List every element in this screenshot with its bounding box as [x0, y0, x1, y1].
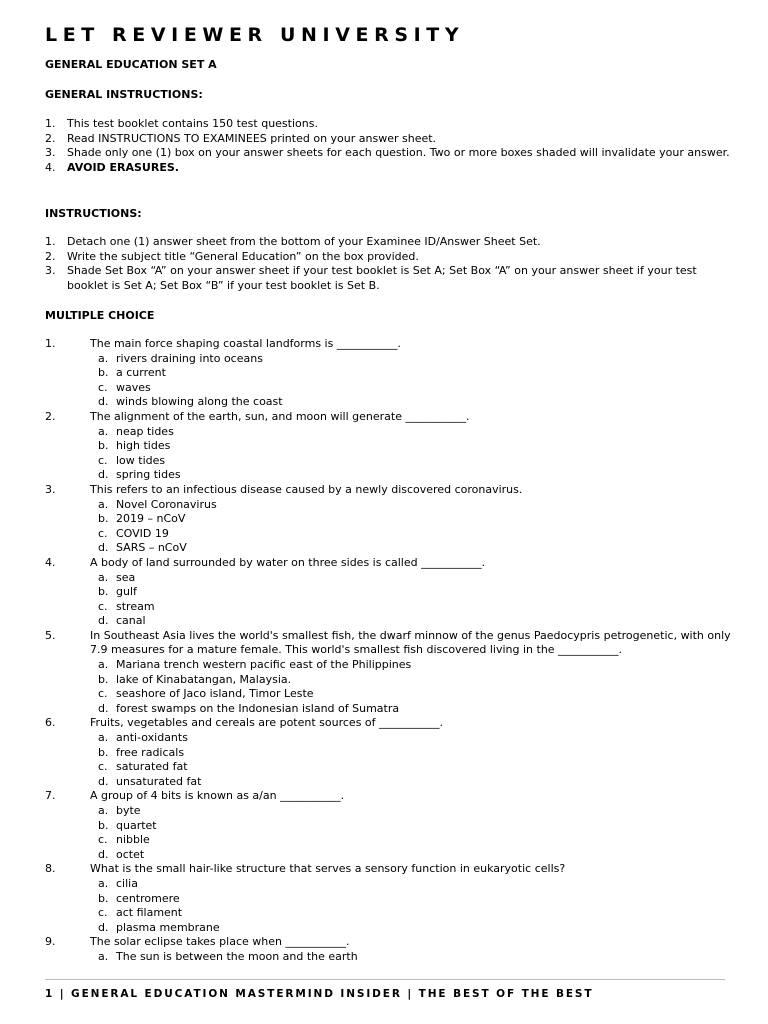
option-text: cilia: [116, 876, 138, 890]
option-letter: d.: [98, 541, 109, 555]
question-item: [45, 410, 735, 483]
option-text: anti-oxidants: [116, 731, 188, 745]
list-item: [45, 146, 735, 161]
list-item: [45, 235, 735, 250]
answer-option: [45, 658, 735, 673]
answer-option: [45, 673, 735, 688]
list-item: [45, 264, 735, 293]
question-stem: [45, 483, 735, 498]
option-text: quartet: [116, 818, 157, 832]
option-letter: a.: [98, 731, 109, 745]
option-text: sea: [116, 570, 136, 584]
answer-option: [45, 512, 735, 527]
instructions-heading: INSTRUCTIONS:: [45, 207, 142, 220]
list-number: 1.: [45, 117, 56, 130]
option-text: forest swamps on the Indonesian island of Sumatra: [116, 701, 400, 715]
list-number: 3.: [45, 264, 56, 278]
answer-option: [45, 614, 735, 629]
question-text: A body of land surrounded by water on three sides is called ___________.: [90, 555, 486, 569]
answer-option: [45, 921, 735, 936]
option-letter: c.: [98, 380, 108, 394]
option-letter: d.: [98, 774, 109, 788]
option-text: spring tides: [116, 468, 181, 482]
question-list: [45, 337, 735, 965]
option-text: free radicals: [116, 745, 185, 759]
answer-option: [45, 950, 735, 965]
question-text: Fruits, vegetables and cereals are potent sources of ___________.: [90, 716, 444, 730]
answer-option: [45, 833, 735, 848]
option-text: rivers draining into oceans: [116, 351, 263, 365]
option-text: lake of Kinabatangan, Malaysia.: [116, 672, 292, 686]
option-text: byte: [116, 804, 141, 817]
option-text: canal: [116, 614, 146, 628]
option-text: low tides: [116, 453, 166, 467]
option-text: unsaturated fat: [116, 774, 202, 788]
question-number: 5.: [45, 628, 56, 642]
option-letter: c.: [98, 599, 108, 613]
answer-option: [45, 906, 735, 921]
option-letter: a.: [98, 570, 109, 584]
answer-option: [45, 498, 735, 513]
option-text: winds blowing along the coast: [116, 395, 283, 409]
question-item: [45, 789, 735, 862]
question-item: [45, 935, 735, 964]
option-text: gulf: [116, 585, 137, 599]
instructions-list: [45, 235, 735, 293]
answer-option: [45, 425, 735, 440]
option-text: a current: [116, 366, 166, 380]
option-letter: b.: [98, 891, 109, 905]
question-number: 8.: [45, 862, 56, 876]
list-text: Detach one (1) answer sheet from the bottom of your Examinee ID/Answer Sheet Set.: [67, 235, 541, 248]
option-letter: b.: [98, 672, 109, 686]
list-text: Read INSTRUCTIONS TO EXAMINEES printed on your answer sheet.: [67, 131, 437, 145]
answer-option: [45, 381, 735, 396]
question-text: A group of 4 bits is known as a/an ___________.: [90, 789, 345, 803]
list-number: 3.: [45, 146, 56, 160]
option-text: seashore of Jaco island, Timor Leste: [116, 687, 314, 701]
option-letter: b.: [98, 818, 109, 832]
option-letter: c.: [98, 453, 108, 467]
answer-option: [45, 760, 735, 775]
list-number: 4.: [45, 160, 56, 174]
page-footer: 1 | GENERAL EDUCATION MASTERMIND INSIDER | THE BEST OF THE BEST: [45, 988, 594, 1000]
answer-option: [45, 454, 735, 469]
option-text: Novel Coronavirus: [116, 497, 217, 511]
option-letter: d.: [98, 614, 109, 628]
question-number: 4.: [45, 555, 56, 569]
option-letter: c.: [98, 526, 108, 540]
general-instructions-list: [45, 117, 735, 175]
question-item: [45, 483, 735, 556]
option-text: COVID 19: [116, 526, 169, 540]
list-text: Shade Set Box “A” on your answer sheet if your test booklet is Set A; Set Box “A” on your answer sheet if your test booklet is Set A; Set Box “B” if your test booklet is Set B.: [67, 264, 697, 292]
option-letter: a.: [98, 424, 109, 438]
answer-option: [45, 366, 735, 381]
list-item: [45, 117, 735, 132]
answer-option: [45, 804, 735, 819]
question-item: [45, 337, 735, 410]
option-text: SARS – nCoV: [116, 541, 187, 555]
document-title: LET REVIEWER UNIVERSITY: [45, 24, 465, 46]
question-text: The alignment of the earth, sun, and moon will generate ___________.: [90, 409, 470, 423]
answer-option: [45, 600, 735, 615]
answer-option: [45, 527, 735, 542]
option-letter: c.: [98, 687, 108, 701]
list-item: [45, 132, 735, 147]
question-number: 1.: [45, 337, 56, 350]
option-letter: b.: [98, 439, 109, 453]
question-number: 2.: [45, 409, 56, 423]
answer-option: [45, 541, 735, 556]
option-text: saturated fat: [116, 760, 188, 774]
answer-option: [45, 877, 735, 892]
option-text: octet: [116, 847, 145, 861]
question-stem: [45, 410, 735, 425]
question-text: The solar eclipse takes place when ___________.: [90, 935, 350, 949]
option-letter: a.: [98, 804, 109, 817]
list-text: Write the subject title “General Education” on the box provided.: [67, 249, 419, 263]
list-item: [45, 161, 735, 176]
option-letter: a.: [98, 658, 109, 672]
question-item: [45, 862, 735, 935]
option-letter: d.: [98, 395, 109, 409]
question-number: 6.: [45, 716, 56, 730]
question-text: What is the small hair-like structure that serves a sensory function in eukaryotic cells?: [90, 862, 566, 876]
question-stem: [45, 862, 735, 877]
option-letter: b.: [98, 745, 109, 759]
question-stem: [45, 716, 735, 731]
general-instructions-heading: GENERAL INSTRUCTIONS:: [45, 88, 203, 101]
option-letter: c.: [98, 833, 108, 847]
answer-option: [45, 468, 735, 483]
question-stem: [45, 935, 735, 950]
option-letter: d.: [98, 847, 109, 861]
question-item: [45, 716, 735, 789]
question-stem: [45, 556, 735, 571]
answer-option: [45, 585, 735, 600]
question-text: In Southeast Asia lives the world's smallest fish, the dwarf minnow of the genus Paedocypris petrogenetic, with only 7.9 measures for a mature female. This world's smallest fish discovered living in the ___________.: [90, 628, 731, 657]
option-letter: b.: [98, 512, 109, 526]
answer-option: [45, 775, 735, 790]
list-number: 2.: [45, 249, 56, 263]
answer-option: [45, 687, 735, 702]
list-text: This test booklet contains 150 test questions.: [67, 117, 318, 130]
option-text: plasma membrane: [116, 920, 220, 934]
option-text: nibble: [116, 833, 150, 847]
option-letter: c.: [98, 906, 108, 920]
option-text: act filament: [116, 906, 183, 920]
question-text: The main force shaping coastal landforms is ___________.: [90, 337, 401, 350]
footer-divider: [45, 979, 725, 980]
answer-option: [45, 746, 735, 761]
option-text: waves: [116, 380, 151, 394]
question-item: [45, 629, 735, 717]
option-text: The sun is between the moon and the earth: [116, 949, 358, 963]
option-letter: c.: [98, 760, 108, 774]
option-text: stream: [116, 599, 155, 613]
list-item: [45, 250, 735, 265]
option-letter: b.: [98, 585, 109, 599]
multiple-choice-heading: MULTIPLE CHOICE: [45, 309, 155, 322]
question-text: This refers to an infectious disease caused by a newly discovered coronavirus.: [90, 482, 523, 496]
question-stem: [45, 337, 735, 352]
answer-option: [45, 439, 735, 454]
question-stem: [45, 789, 735, 804]
option-text: high tides: [116, 439, 171, 453]
list-text: AVOID ERASURES.: [67, 160, 179, 174]
answer-option: [45, 848, 735, 863]
option-letter: a.: [98, 949, 109, 963]
list-text: Shade only one (1) box on your answer sheets for each question. Two or more boxes shaded will invalidate your answer.: [67, 146, 730, 160]
answer-option: [45, 731, 735, 746]
option-letter: d.: [98, 468, 109, 482]
list-number: 2.: [45, 131, 56, 145]
question-stem: [45, 629, 735, 658]
option-letter: a.: [98, 876, 109, 890]
question-item: [45, 556, 735, 629]
answer-option: [45, 702, 735, 717]
question-number: 9.: [45, 935, 56, 949]
option-text: Mariana trench western pacific east of the Philippines: [116, 658, 412, 672]
option-text: 2019 – nCoV: [116, 512, 186, 526]
option-letter: b.: [98, 366, 109, 380]
option-text: centromere: [116, 891, 180, 905]
answer-option: [45, 352, 735, 367]
option-text: neap tides: [116, 424, 174, 438]
option-letter: d.: [98, 701, 109, 715]
answer-option: [45, 395, 735, 410]
question-number: 3.: [45, 482, 56, 496]
answer-option: [45, 571, 735, 586]
answer-option: [45, 892, 735, 907]
option-letter: d.: [98, 920, 109, 934]
option-letter: a.: [98, 497, 109, 511]
option-letter: a.: [98, 351, 109, 365]
answer-option: [45, 819, 735, 834]
list-number: 1.: [45, 235, 56, 248]
question-number: 7.: [45, 789, 56, 803]
set-heading: GENERAL EDUCATION SET A: [45, 58, 217, 71]
